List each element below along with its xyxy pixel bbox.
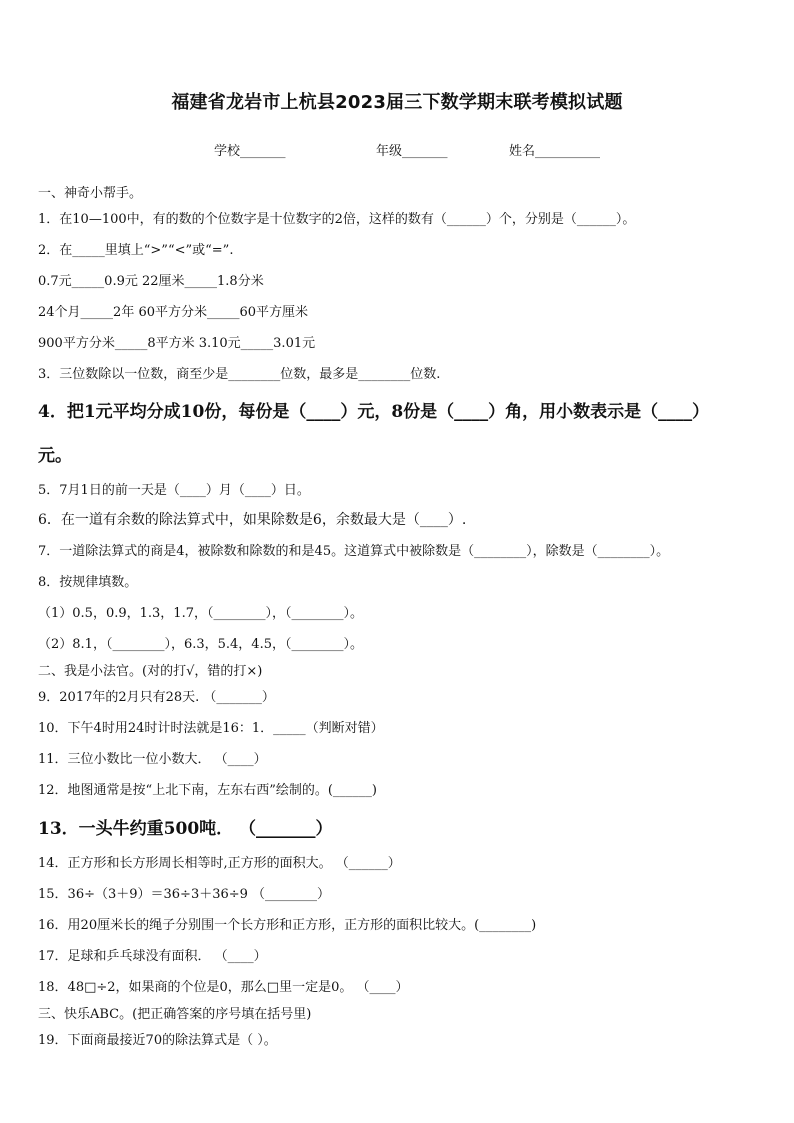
question-8: 8．按规律填数。 bbox=[38, 575, 138, 590]
name-field: 姓名__________ bbox=[509, 144, 601, 159]
question-18: 18．48□÷2，如果商的个位是0，那么□里一定是0。 （____） bbox=[38, 980, 409, 995]
question-2-row-3: 900平方分米_____8平方米 3.10元_____3.01元 bbox=[38, 336, 316, 351]
section-2-heading: 二、我是小法官。(对的打√，错的打×) bbox=[38, 664, 263, 679]
question-4-cont: 元。 bbox=[38, 446, 72, 466]
question-8-part-1: （1）0.5，0.9，1.3，1.7，（________），（________）。 bbox=[38, 606, 363, 621]
question-4: 4．把1元平均分成10份，每份是（____）元，8份是（____）角，用小数表示是（____） bbox=[38, 402, 710, 422]
question-16: 16．用20厘米长的绳子分别围一个长方形和正方形，正方形的面积比较大。(________) bbox=[38, 918, 537, 933]
question-13: 13．一头牛约重500吨． （_______） bbox=[38, 819, 333, 839]
question-1: 1．在10—100中，有的数的个位数字是十位数字的2倍，这样的数有（______）个，分别是（______）。 bbox=[38, 212, 636, 227]
question-9: 9．2017年的2月只有28天. （_______） bbox=[38, 690, 275, 705]
question-2-row-2: 24个月_____2年 60平方分米_____60平方厘米 bbox=[38, 305, 309, 320]
question-5: 5．7月1日的前一天是（____）月（____）日。 bbox=[38, 483, 310, 498]
grade-field: 年级_______ bbox=[376, 144, 448, 159]
page-title: 福建省龙岩市上杭县2023届三下数学期末联考模拟试题 bbox=[171, 92, 623, 113]
question-14: 14．正方形和长方形周长相等时,正方形的面积大。 （______） bbox=[38, 856, 401, 871]
question-2: 2．在_____里填上“>”“<”或“=”. bbox=[38, 243, 234, 258]
question-17: 17．足球和乒乓球没有面积． （____） bbox=[38, 949, 267, 964]
question-11: 11．三位小数比一位小数大． （____） bbox=[38, 752, 267, 767]
question-10: 10．下午4时用24时计时法就是16：1．_____（判断对错） bbox=[38, 721, 384, 736]
school-field: 学校_______ bbox=[214, 144, 286, 159]
question-7: 7．一道除法算式的商是4，被除数和除数的和是45。这道算式中被除数是（________），除数是（________）。 bbox=[38, 544, 670, 559]
question-12: 12．地图通常是按“上北下南，左东右西”绘制的。(______) bbox=[38, 783, 377, 798]
question-15: 15．36÷（3＋9）＝36÷3＋36÷9 （________） bbox=[38, 887, 331, 902]
question-6: 6．在一道有余数的除法算式中，如果除数是6，余数最大是（____）. bbox=[38, 512, 467, 528]
question-3: 3．三位数除以一位数，商至少是________位数，最多是________位数. bbox=[38, 367, 441, 382]
question-8-part-2: （2）8.1，（________），6.3，5.4，4.5，（________）。 bbox=[38, 637, 363, 652]
section-1-heading: 一、神奇小帮手。 bbox=[38, 186, 143, 201]
question-2-row-1: 0.7元_____0.9元 22厘米_____1.8分米 bbox=[38, 274, 264, 289]
section-3-heading: 三、快乐ABC。(把正确答案的序号填在括号里) bbox=[38, 1007, 312, 1022]
question-19: 19．下面商最接近70的除法算式是（ ）。 bbox=[38, 1033, 277, 1048]
